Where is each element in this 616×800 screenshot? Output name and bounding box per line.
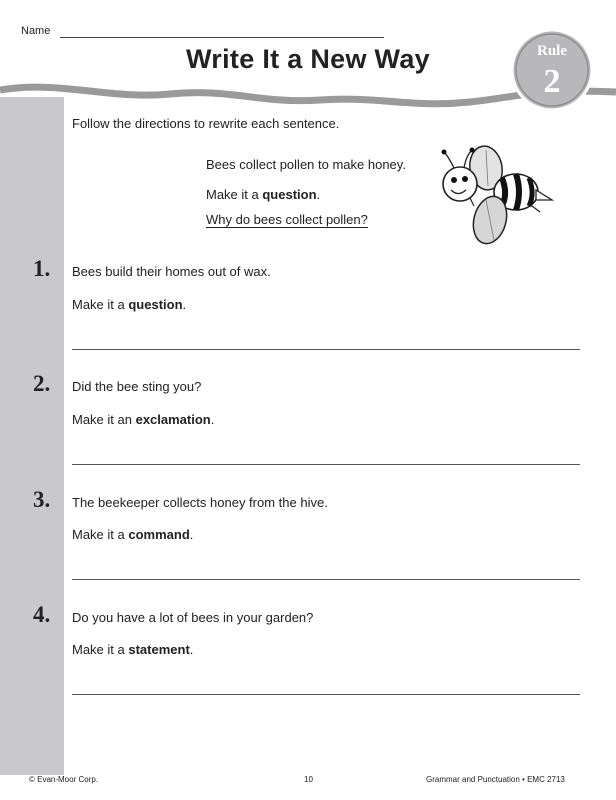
badge-word: Rule [537,43,567,59]
item-1-answer-line[interactable] [72,349,580,350]
item-1-number: 1. [33,256,51,281]
item-4-number: 4. [33,602,51,627]
item-1-sentence: Bees build their homes out of wax. [72,264,271,279]
example-instruction: Make it a question. [206,187,321,202]
rule-badge [510,28,594,112]
example-answer: Why do bees collect pollen? [206,212,368,227]
item-3-answer-line[interactable] [72,579,580,580]
item-2-answer-line[interactable] [72,464,580,465]
directions-text: Follow the directions to rewrite each sentence. [72,116,340,131]
example-sentence: Bees collect pollen to make honey. [206,157,406,172]
item-4-sentence: Do you have a lot of bees in your garden? [72,610,314,625]
item-2-instruction: Make it an exclamation. [72,412,215,427]
item-3-number: 3. [33,487,51,512]
bee-illustration [436,140,560,252]
name-write-line[interactable] [60,37,384,38]
page-title: Write It a New Way [186,44,430,74]
item-2-sentence: Did the bee sting you? [72,379,202,394]
item-2-number: 2. [33,371,51,396]
page-number: 10 [304,775,313,784]
footer-product: Grammar and Punctuation • EMC 2713 [426,775,565,784]
item-3-sentence: The beekeeper collects honey from the hive. [72,495,328,510]
item-1-instruction: Make it a question. [72,297,187,312]
item-4-instruction: Make it a statement. [72,642,194,657]
badge-number: 2 [543,63,561,100]
item-3-instruction: Make it a command. [72,527,194,542]
left-margin-band [0,97,64,775]
footer-copyright: © Evan-Moor Corp. [29,775,99,784]
item-4-answer-line[interactable] [72,694,580,695]
name-label: Name [21,25,51,37]
